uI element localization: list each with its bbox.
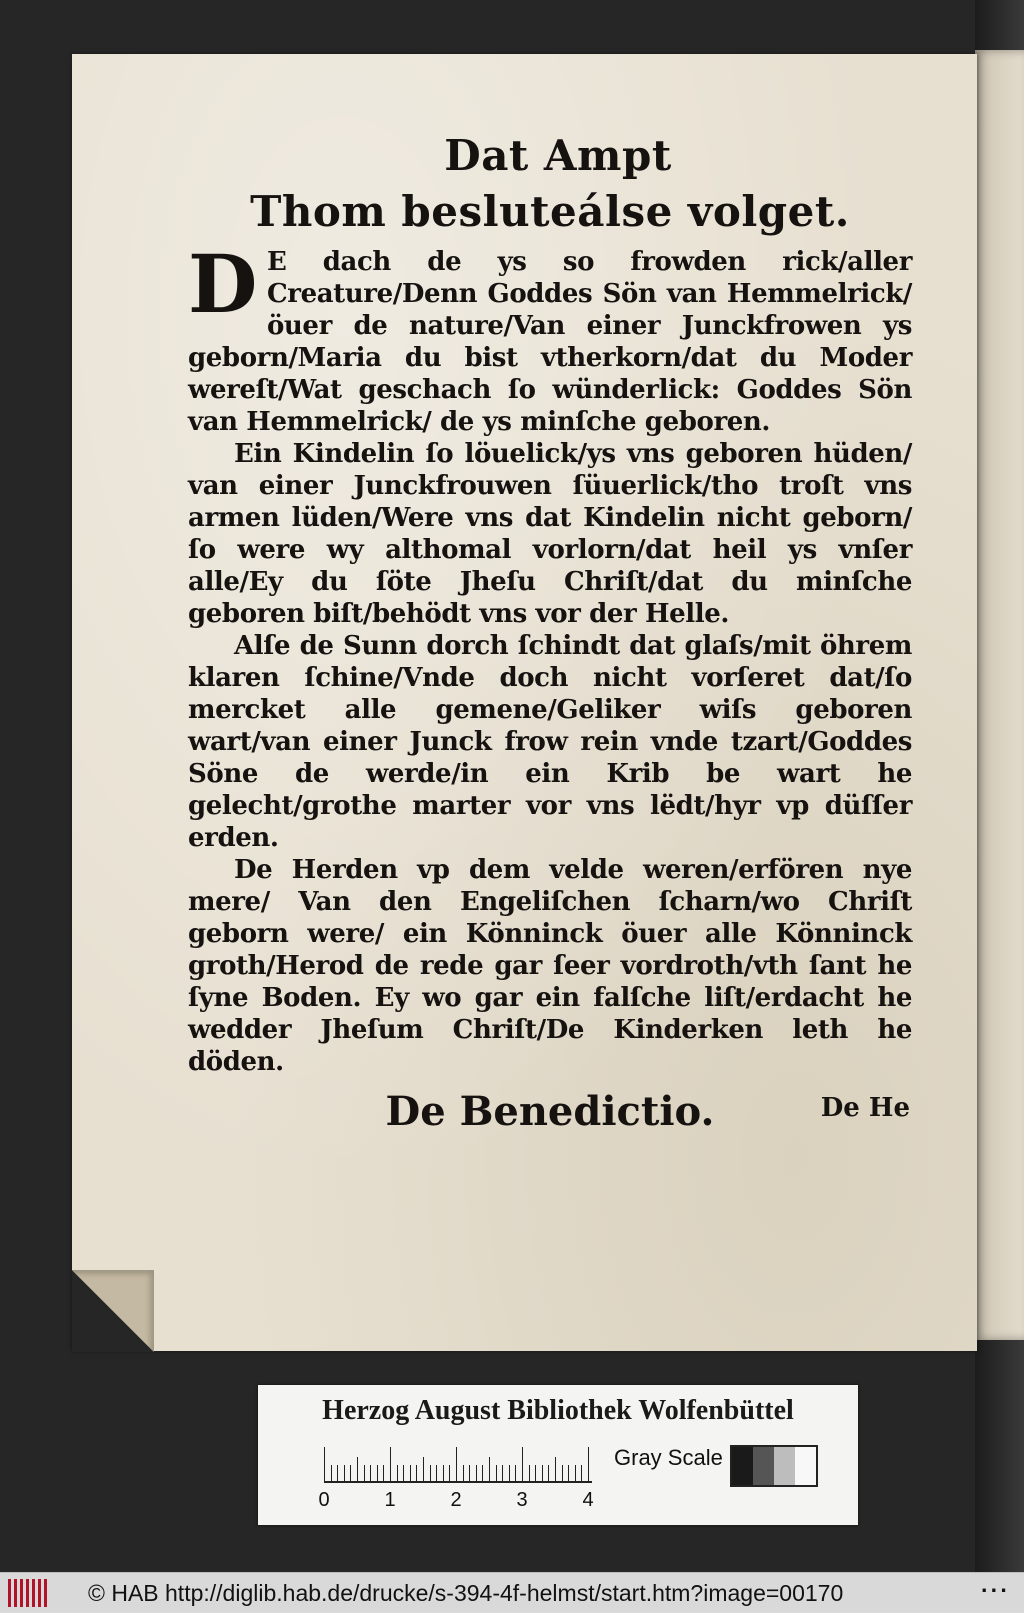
ruler-tick [357,1457,358,1481]
ruler-tick [436,1465,437,1481]
catchword: De He [820,1093,910,1123]
paragraph-2: Ein Kindelin ſo löuelick/ys vns geboren hüden/ van einer Junckfrouwen ſüuerlick/tho troſt vns armen lüden/Were vns dat Kindelin nicht geborn/ſo were wy althomal vorlorn/dat heil ys vnſer alle/Ey du ſöte Jheſu Chriſt/dat du minſche geboren biſt/behödt vns vor der Helle. [188,439,912,629]
ruler-number-1: 1 [384,1489,396,1511]
paragraph-1-text: E dach de ys so frowden rick/aller Creature/Denn Goddes Sön van Hemmelrick/ öuer de nature/Van einer Junckfrowen ys geborn/Maria du bist vtherkorn/dat du Moder wereſt/Wat geschach ſo wünderlick: Goddes Sön van Hemmelrick/ de ys minſche geboren. [188,247,912,437]
ruler-tick [324,1447,325,1481]
library-name: Herzog August Bibliothek Wolfenbüttel [322,1395,794,1426]
library-color-card [258,1385,858,1525]
ruler-tick [529,1465,530,1481]
facing-page-edge [975,50,1024,1340]
footer-bar [0,1572,1024,1613]
ruler-tick [397,1465,398,1481]
ruler-tick [370,1465,371,1481]
ruler-tick [548,1465,549,1481]
ruler-number-2: 2 [450,1489,462,1511]
ruler-tick [443,1465,444,1481]
gray-swatch-2 [753,1447,774,1485]
decorated-initial: D [188,237,257,331]
ruler-tick [575,1465,576,1481]
ruler-tick [430,1465,431,1481]
paragraph-1 [188,237,912,438]
ruler-number-4: 4 [582,1489,594,1511]
hab-logo-icon [8,1579,48,1607]
gray-swatch-3 [774,1447,795,1485]
heading-line-1: Dat Ampt [444,131,672,180]
gray-scale-label: Gray Scale [614,1445,723,1470]
ruler-tick [476,1465,477,1481]
paragraph-4: De Herden vp dem velde weren/erfören nye mere/ Van den Engeliſchen ſcharn/wo Chriſt geborn were/ ein Könninck öuer alle Könninck groth/Herod de rede gar ſeer vordroth/vth ſant he ſyne Boden. Ey wo gar ein falſche liſt/erdacht he wedder Jheſum Chriſt/De Kinderken leth he döden. [188,855,912,1077]
ruler-tick [331,1465,332,1481]
ruler-tick [350,1465,351,1481]
ruler-tick [482,1465,483,1481]
ruler-tick [562,1465,563,1481]
ruler-tick [509,1465,510,1481]
closing-heading: De Benedictio. [385,1088,715,1135]
ruler-tick [344,1465,345,1481]
ruler-tick [515,1465,516,1481]
paragraph-3: Alſe de Sunn dorch ſchindt dat glaſs/mit öhrem klaren ſchine/Vnde doch nicht vorſeret dat/ſo mercket alle gemene/Geliker wiſs geboren wart/van einer Junck frow rein vnde tzart/Goddes Söne de werde/in ein Krib be wart he gelecht/grothe marter vor vns lëdt/hyr vp düſſer erden. [188,631,912,853]
ruler-number-0: 0 [318,1489,330,1511]
gray-swatch-4 [795,1447,816,1485]
ruler-tick [337,1465,338,1481]
gray-swatch-1 [732,1447,753,1485]
ruler-tick [449,1465,450,1481]
ruler-tick [416,1465,417,1481]
ruler-tick [377,1465,378,1481]
ruler-tick [403,1465,404,1481]
ruler-tick [496,1465,497,1481]
ruler-tick [588,1447,589,1481]
ruler-tick [535,1465,536,1481]
ruler-tick [423,1457,424,1481]
ruler-tick [456,1447,457,1481]
ruler-tick [469,1465,470,1481]
ruler-tick [502,1465,503,1481]
more-options-icon[interactable]: ··· [981,1577,1010,1603]
heading-line-2: Thom besluteálse volget. [250,187,850,236]
ruler-tick [568,1465,569,1481]
gray-scale-swatches [730,1445,818,1487]
ruler-tick [410,1465,411,1481]
ruler-tick [364,1465,365,1481]
ruler-tick [581,1465,582,1481]
ruler-number-3: 3 [516,1489,528,1511]
ruler-tick [522,1447,523,1481]
ruler-tick [390,1447,391,1481]
ruler-tick [383,1465,384,1481]
ruler-tick [555,1457,556,1481]
ruler-tick [489,1457,490,1481]
ruler-tick [542,1465,543,1481]
page-text [188,128,912,1135]
ruler-tick [463,1465,464,1481]
footer-url-text[interactable]: © HAB http://diglib.hab.de/drucke/s-394-4f-helmst/start.htm?image=00170 [88,1580,844,1606]
scale-ruler [324,1447,592,1483]
